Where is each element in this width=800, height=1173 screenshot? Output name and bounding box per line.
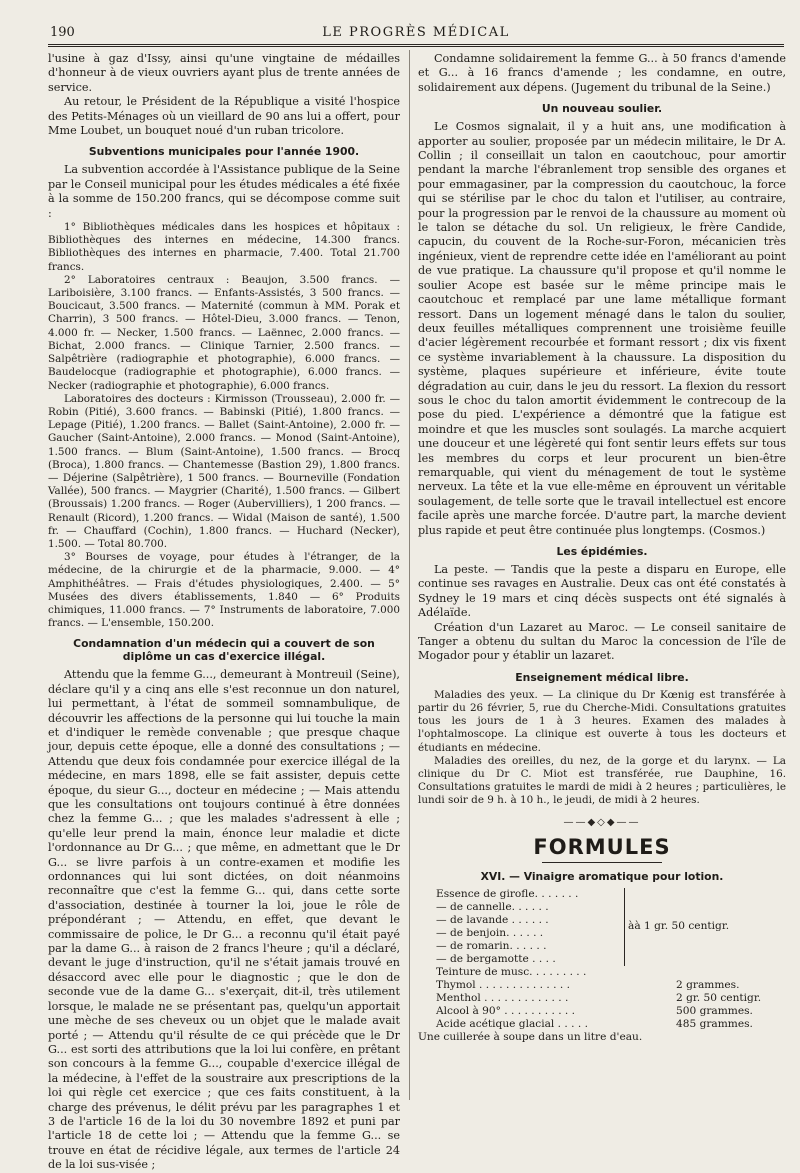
- recipe-row: Alcool à 90° . . . . . . . . . . . 500 grammes.: [436, 1005, 753, 1018]
- recipe-row: — de bergamotte . . . .: [436, 953, 556, 966]
- recipe-row: Thymol . . . . . . . . . . . . . . 2 grammes.: [436, 979, 740, 992]
- paragraph-bibliotheques: 1° Bibliothèques médicales dans les hospices et hôpitaux : Bibliothèques des internes en médecine, 14.300 francs. Bibliothèques des internes en pharmacie, 7.400. Total 21.700 francs.: [48, 221, 400, 273]
- paragraph-subventions: La subvention accordée à l'Assistance publique de la Seine par le Conseil municipal pour les études médicales a été fixée à la somme de 150.200 francs, qui se décompose comme suit :: [48, 163, 400, 220]
- ornament-divider: ——◆◇◆——: [563, 816, 641, 828]
- brace: [618, 888, 625, 966]
- formules-rule: [542, 862, 662, 863]
- recipe-row: — de cannelle. . . . . .: [436, 901, 549, 914]
- paragraph-maladies-oreilles: Maladies des oreilles, du nez, de la gorge et du larynx. — La clinique du Dr C. Miot est transférée, rue Dauphine, 16. Consultations gratuites le mardi de midi à 2 heures ; particulières, le lundi soir de 9 h. à 10 h., le jeudi, de midi à 2 heures.: [418, 754, 786, 807]
- paragraph-retour: Au retour, le Président de la République a visité l'hospice des Petits-Ménages où un vieillard de 90 ans lui a offert, pour Mme Loubet, un bouquet noué d'un ruban tricolore.: [48, 95, 400, 138]
- paragraph-soulier: Le Cosmos signalait, il y a huit ans, une modification à apporter au soulier, proposée par un médecin militaire, le Dr A. Collin ; il conseillait un talon en caoutchouc, pour amortir pendant la marche l'ébranlement trop sensible des organes et pour emmagasiner, par la compression du caoutchouc, la force qui se stérilise par le choc du talon et l'utiliser, au contraire, pour la progression par le renvoi de la chaussure au moment où le talon se détache du sol. Un religieux, le frère Candide, capucin, du couvent de la Roche-sur-Foron, mécanicien très ingénieux, vient de reprendre cette idée en l'améliorant au point de vue pratique. La chaussure qu'il propose et qu'il nomme le soulier Acope est basée sur le même principe mais le caoutchouc et remplacé par une lame métallique formant ressort. Dans un logement ménagé dans le talon du soulier, deux feuilles métalliques comprennent une troisième feuille d'acier légèrement recourbée et formant ressort ; dix vis fixent ce système invariablement à la chaussure. La disposition du système, plaques supérieure et inférieure, évite toute dégradation au cuir, dans le jeu du ressort. La flexion du ressort sous le choc du talon amortit évidemment le contrecoup de la pose du pied. L'expérience a démontré que la fatigue est moindre et que les muscles sont soulagés. La marche acquiert une douceur et une légèreté qui font sentir leurs effets sur tous les membres du corps et leur procurent un bien-être remarquable, qui vient du ménagement de tout le système nerveux. La tête et la vue elle-même en éprouvent un véritable soulagement, de telle sorte que le travail intellectuel est encore facile après une marche forcée. D'autre part, la marche devient plus rapide et peut être continuée plus longtemps. (Cosmos.): [418, 120, 787, 537]
- paragraph-condamnation: Attendu que la femme G..., demeurant à Montreuil (Seine), déclare qu'il y a cinq ans elle s'est reconnue un don naturel, lui permettant, à l'état de sommeil somnambulique, de découvrir les affections de la personne qui lui touche la main et d'indiquer le remède convenable ; que presque chaque jour, depuis cette époque, elle a donné des consultations ; — Attendu que deux fois condamnée pour exercice illégal de la médecine, en mars 1898, elle se fait assister, depuis cette époque, du sieur G..., docteur en médecine ; — Mais attendu que les consultations ont toujours continué à être données chez la femme G... ; que les malades s'adressent à elle ; qu'elle leur prend la main, énonce leur maladie et dicte l'ordonnance au Dr G... ; que même, en admettant que le Dr G... se livre parfois à un contre-examen et modifie les ordonnances qui lui sont dictées, on doit néanmoins reconnaître que c'est la femme G... qui, dans cette sorte d'association, destinée à tourner la loi, joue le rôle de prépondérant ; — Attendu, en effet, que devant le commissaire de police, le Dr G... a reconnu qu'il était payé par la dame G... à raison de 2 francs l'heure ; qu'il a déclaré, devant le juge d'instruction, qu'il ne s'était jamais trouvé en désaccord avec elle pour le diagnostic ; que le don de seconde vue de la dame G... s'exerçait, dit-il, très utilement lorsque, le malade ne se présentant pas, quelqu'un apportait une mèche de ses cheveux ou un objet que le malade avait porté ; — Attendu qu'il résulte de ce qui précède que le Dr G... est sorti des attributions que la loi lui confère, en prêtant son concours à la femme G..., coupable d'exercice illégal de la médecine, à l'effet de la soustraire aux prescriptions de la loi qui règle cet exercice ; que ces faits constituent, à la charge des prévenus, le délit prévu par les paragraphes 1 et 3 de l'article 16 de la loi du 30 novembre 1892 et puni par l'article 18 de cette loi ; — Attendu que la femme G... se trouve en état de récidive légale, aux termes de l'article 24 de la loi sus-visée ;: [48, 668, 400, 1172]
- right-column: [418, 52, 786, 1044]
- paragraph-intro: l'usine à gaz d'Issy, ainsi qu'une vingtaine de médailles d'honneur à de vieux ouvriers ayant plus de trente années de service.: [48, 52, 400, 94]
- recipe-row: Menthol . . . . . . . . . . . . . 2 gr. 50 centigr.: [436, 992, 762, 1005]
- left-column: [48, 52, 400, 1173]
- recipe-row: — de lavande . . . . . .: [436, 914, 549, 927]
- running-header: [48, 22, 784, 45]
- paragraph-bourses: 3° Bourses de voyage, pour études à l'étranger, de la médecine, de la chirurgie et de la pharmacie, 9.000. — 4° Amphithéâtres. — Frais d'études physiologiques, 2.400. — 5° Musées des divers établissements, 1.840 — 6° Produits chimiques, 11.000 francs. — 7° Instruments de laboratoire, 7.000 francs. — L'ensemble, 150.200.: [48, 551, 400, 630]
- page-number: 190: [50, 25, 75, 40]
- paragraph-peste: La peste. — Tandis que la peste a disparu en Europe, elle continue ses ravages en Australie. Deux cas ont été constatés à Sydney le 19 mars et cinq décès suspects ont été signalés à Adélaïde.: [418, 563, 786, 620]
- journal-title: LE PROGRÈS MÉDICAL: [322, 25, 510, 40]
- formules-heading: FORMULES: [533, 835, 671, 860]
- paragraph-lazaret: Création d'un Lazaret au Maroc. — Le conseil sanitaire de Tanger a obtenu du sultan du Maroc la concession de l'île de Mogador pour y établir un lazaret.: [418, 620, 786, 663]
- recipe-row: Teinture de musc. . . . . . . . .: [436, 966, 587, 979]
- section-heading-subventions: Subventions municipales pour l'année 1900.: [88, 145, 360, 159]
- recipe-row: — de benjoin. . . . . .: [436, 927, 544, 940]
- paragraph-docteurs: Laboratoires des docteurs : Kirmisson (Trousseau), 2.000 fr. — Robin (Pitié), 3.600 francs. — Babinski (Pitié), 1.800 francs. — Lepage (Pitié), 1.200 francs. — Ballet (Saint-Antoine), 2.000 fr. — Gaucher (Saint-Antoine), 2.000 francs. — Monod (Saint-Antoine), 1.500 francs. — Blum (Saint-Antoine), 1.500 francs. — Brocq (Broca), 1.800 francs. — Chantemesse (Bastion 29), 1.800 francs. — Déjerine (Salpêtrière), 1 500 francs. — Bourneville (Fondation Vallée), 500 francs. — Maygrier (Charité), 1.500 francs. — Gilbert (Broussais) 1.200 francs. — Roger (Aubervilliers), 1 200 francs. — Renault (Ricord), 1.200 francs. — Widal (Maison de santé), 1.500 fr. — Chauffard (Cochin), 1.800 francs. — Huchard (Necker), 1.500. — Total 80.700.: [48, 392, 400, 550]
- recipe-row: — de romarin. . . . . .: [436, 940, 547, 953]
- recipe-note-row: [418, 1031, 786, 1044]
- paragraph-laboratoires: 2° Laboratoires centraux : Beaujon, 3.500 francs. — Lariboisière, 3.100 francs. — Enfants-Assistés, 3 500 francs. — Boucicaut, 3.500 francs. — Maternité (commun à MM. Porak et Charrin), 3 500 francs. — Hôtel-Dieu, 3.000 francs. — Tenon, 4.000 fr. — Necker, 1.500 francs. — Laënnec, 2.000 francs. — Bichat, 2.000 francs. — Clinique Tarnier, 2.500 francs. — Salpêtrière (radiographie et photographie), 6.000 francs. — Baudelocque (radiographie et photographie), 6.000 francs. — Necker (radiographie et photographie), 6.000 francs.: [48, 273, 400, 392]
- recipe-row: Essence de girofle. . . . . . .: [436, 888, 579, 901]
- header-rule: [48, 46, 784, 47]
- paragraph-maladies-yeux: Maladies des yeux. — La clinique du Dr Kœnig est transférée à partir du 26 février, 5, rue du Cherche-Midi. Consultations gratuites tous les jours de 1 à 3 heures. Examen des malades à l'ophtalmoscope. La clinique est ouverte à tous les docteurs et étudiants en médecine.: [418, 688, 786, 754]
- recipe-note: Une cuillerée à soupe dans un litre d'eau.: [418, 1031, 643, 1044]
- column-divider: [409, 50, 410, 1100]
- recipe-row: Acide acétique glacial . . . . . 485 grammes.: [436, 1018, 753, 1031]
- section-heading-condamnation: Condamnation d'un médecin qui a couvert de son diplôme un cas d'exercice illégal.: [73, 637, 375, 664]
- recipe-list: [418, 888, 786, 1044]
- section-heading-enseignement: Enseignement médical libre.: [515, 670, 689, 684]
- recipe-braced-group: [418, 888, 786, 966]
- brace-quantity: àà 1 gr. 50 centigr.: [628, 920, 730, 933]
- section-heading-soulier: Un nouveau soulier.: [541, 102, 663, 116]
- paragraph-condamne: Condamne solidairement la femme G... à 50 francs d'amende et G... à 16 francs d'amende ; les condamne, en outre, solidairement aux dépens. (Jugement du tribunal de la Seine.): [418, 52, 786, 94]
- recipe-heading: XVI. — Vinaigre aromatique pour lotion.: [480, 870, 724, 884]
- section-heading-epidemies: Les épidémies.: [556, 545, 648, 558]
